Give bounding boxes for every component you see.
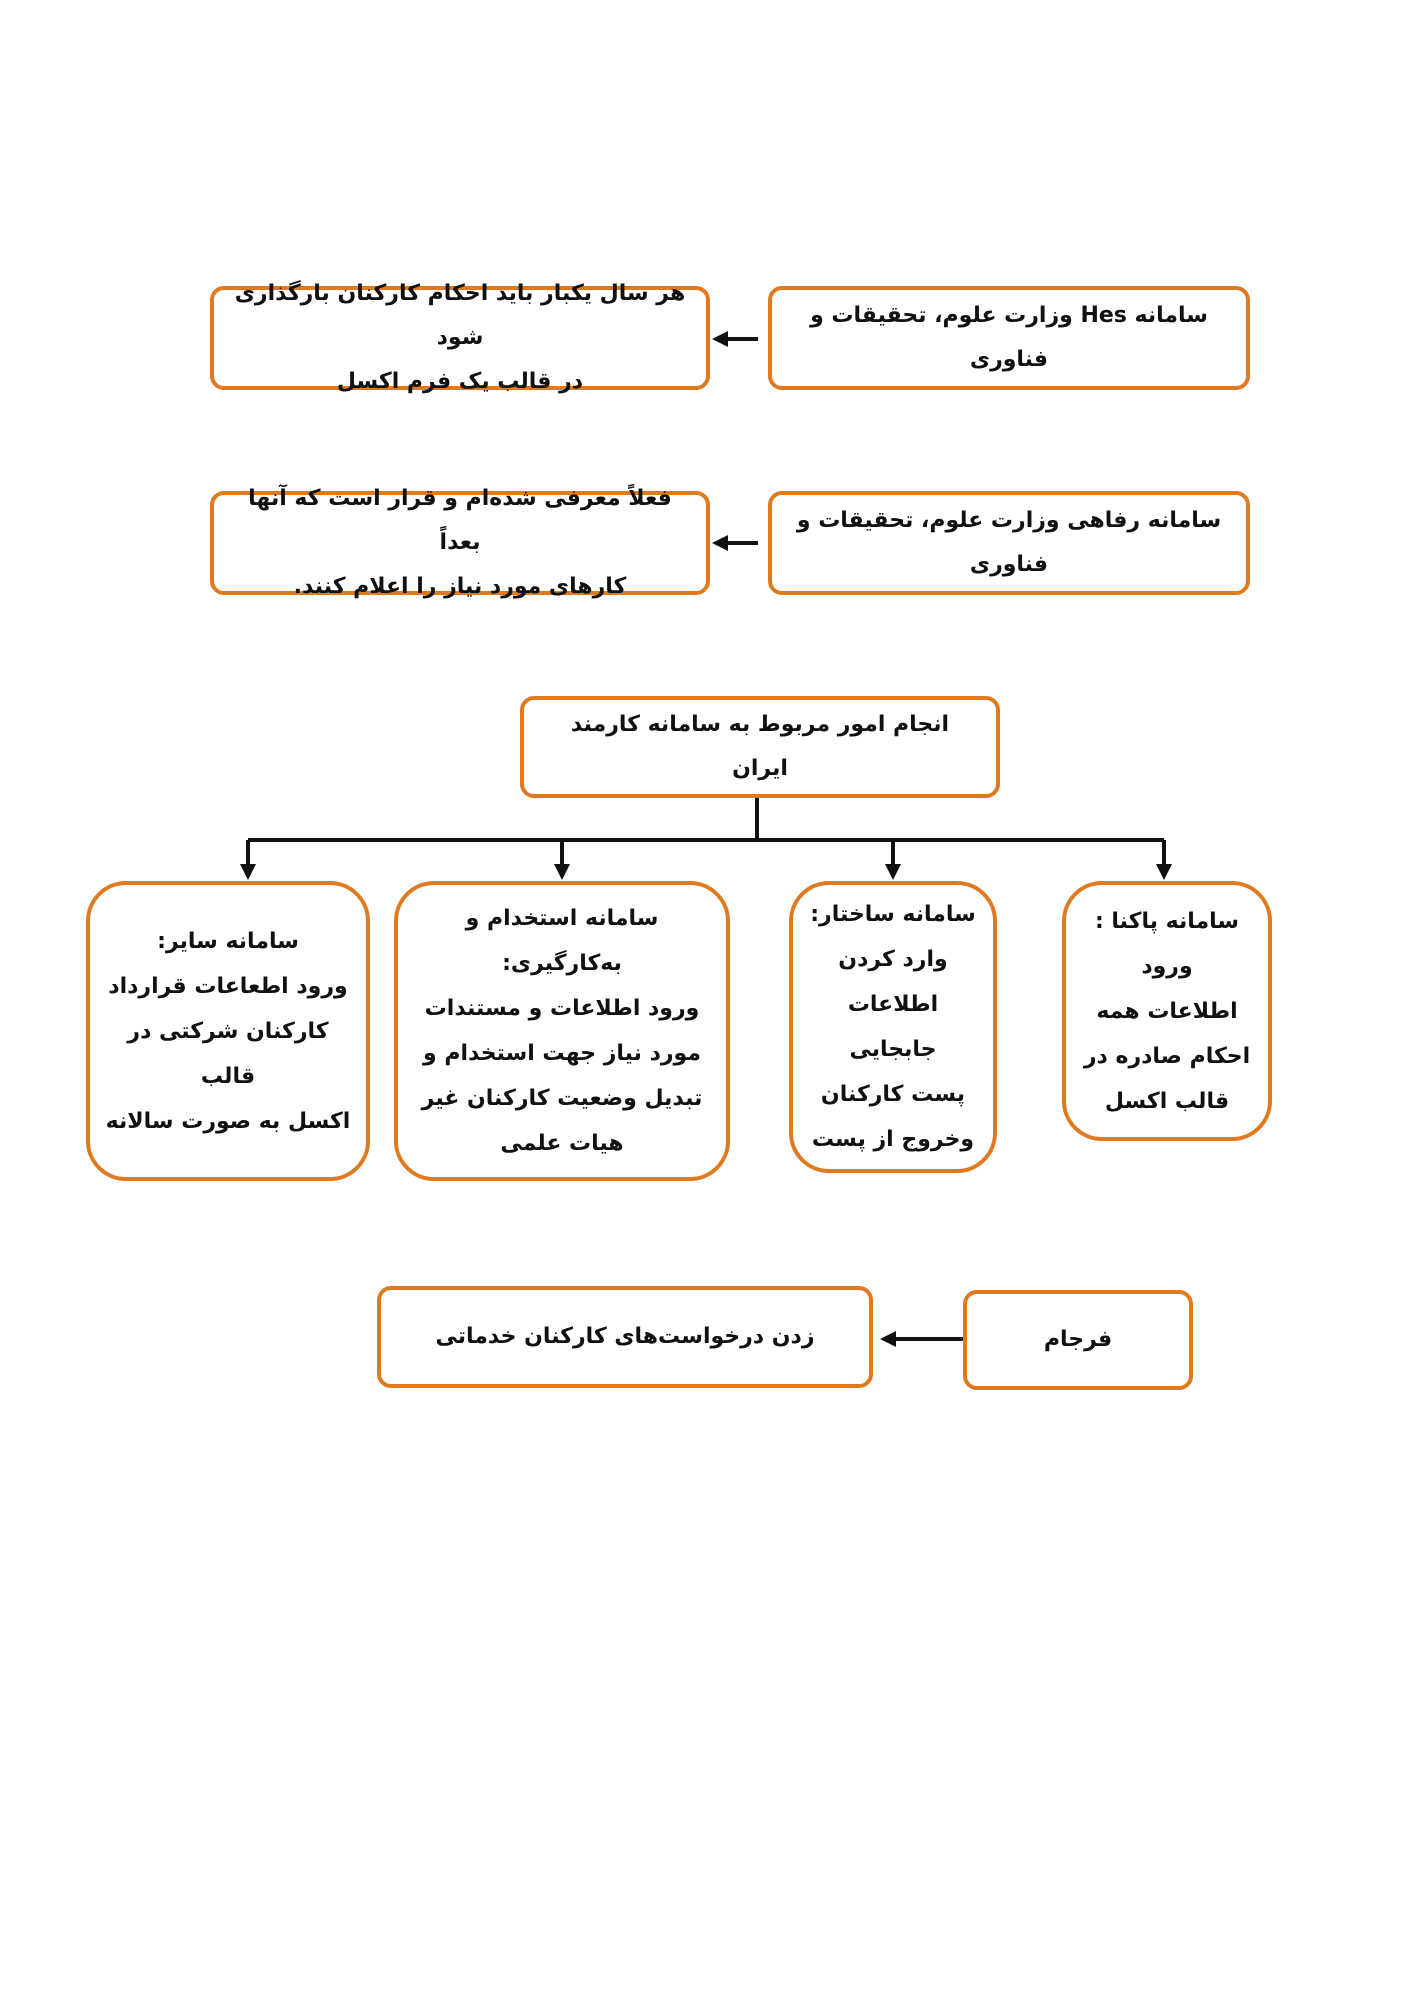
- welfare-note-line-2: کارهای مورد نیاز را اعلام کنند.: [293, 574, 627, 599]
- employment-line-3: مورد نیاز جهت استخدام و: [423, 1041, 701, 1066]
- arrow-row1-head: [712, 331, 728, 347]
- tree-arrowhead-3: [554, 864, 570, 880]
- tree-arrowhead-4: [240, 864, 256, 880]
- other-line-1: سامانه سایر:: [157, 928, 299, 954]
- farjam-note-box: [377, 1286, 873, 1388]
- other-line-4: اکسل به صورت سالانه: [105, 1108, 351, 1134]
- structure-system-box: [789, 881, 997, 1173]
- farjam-note-label: زدن درخواست‌های کارکنان خدماتی: [435, 1324, 815, 1349]
- employment-line-4: تبدیل وضعیت کارکنان غیر: [421, 1086, 703, 1111]
- pakna-line-2: اطلاعات همه: [1096, 998, 1238, 1024]
- welfare-system-label: سامانه رفاهی وزارت علوم، تحقیقات و فناوری: [796, 508, 1222, 577]
- hes-system-label: سامانه Hes وزارت علوم، تحقیقات و فناوری: [810, 303, 1208, 372]
- other-system-box: [86, 881, 370, 1181]
- employment-line-5: هیات علمی: [500, 1131, 624, 1156]
- employment-system-box: [394, 881, 730, 1181]
- pakna-line-3: احکام صادره در: [1083, 1043, 1251, 1069]
- arrow-row3-head: [880, 1331, 896, 1347]
- structure-line-4: پست کارکنان: [820, 1082, 966, 1107]
- welfare-note-box: [210, 486, 710, 599]
- employment-line-1: سامانه استخدام و به‌کارگیری:: [465, 906, 659, 976]
- tree-arrowhead-1: [1156, 864, 1172, 880]
- hes-note-line-2: در قالب یک فرم اکسل: [336, 369, 584, 394]
- pakna-system-box: [1062, 881, 1272, 1141]
- iran-employee-root-box: [520, 696, 1000, 798]
- farjam-system-label: فرجام: [1043, 1327, 1113, 1352]
- other-line-2: ورود اطعاعات قرارداد: [108, 973, 348, 999]
- welfare-system-box: [768, 491, 1250, 595]
- structure-line-3: اطلاعات جابجایی: [847, 992, 939, 1062]
- arrow-row2-head: [712, 535, 728, 551]
- structure-line-2: وارد کردن: [838, 947, 948, 972]
- farjam-system-box: [963, 1290, 1193, 1390]
- hes-note-box: [210, 281, 710, 394]
- hes-note-line-1: هر سال یکبار باید احکام کارکنان بارگذاری شود: [234, 281, 686, 350]
- pakna-line-1: سامانه پاکنا : ورود: [1094, 908, 1240, 979]
- tree-arrowhead-2: [885, 864, 901, 880]
- hes-system-box: [768, 286, 1250, 390]
- other-line-3: کارکنان شرکتی در قالب: [127, 1018, 329, 1089]
- welfare-note-line-1: فعلاً معرفی شده‌ام و قرار است که آنها بعداً: [248, 486, 672, 555]
- structure-line-1: سامانه ساختار:: [810, 902, 976, 927]
- pakna-line-4: قالب اکسل: [1104, 1088, 1230, 1114]
- structure-line-5: وخروج از پست: [811, 1127, 975, 1152]
- iran-employee-root-label: انجام امور مربوط به سامانه کارمند ایران: [570, 712, 950, 781]
- employment-line-2: ورود اطلاعات و مستندات: [424, 996, 700, 1021]
